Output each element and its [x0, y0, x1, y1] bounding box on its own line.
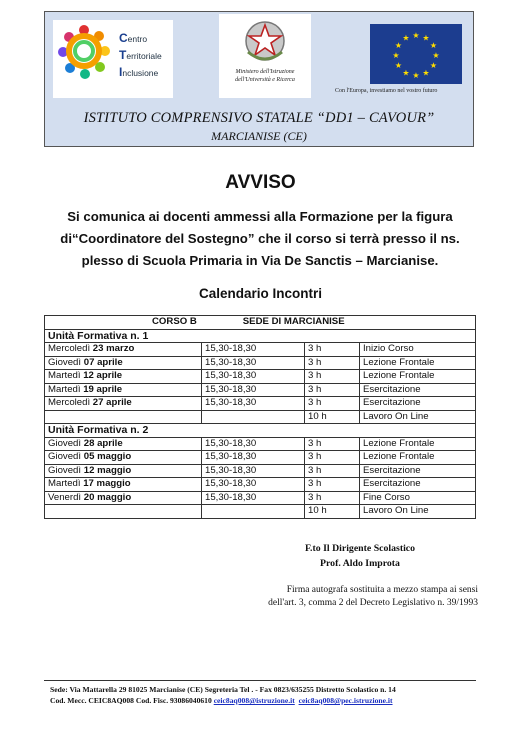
- date-value: 07 aprile: [83, 356, 123, 368]
- hours-cell: 3 h: [305, 451, 360, 465]
- svg-text:★: ★: [402, 33, 410, 43]
- svg-text:★: ★: [394, 41, 403, 50]
- table-row: [45, 343, 476, 357]
- time-cell: 15,30-18,30: [202, 383, 305, 397]
- time-cell: 15,30-18,30: [202, 451, 305, 465]
- date-value: 23 marzo: [92, 343, 135, 355]
- svg-text:★: ★: [392, 51, 400, 60]
- day-name: Giovedì: [48, 451, 82, 463]
- notice-text: Si comunica ai docenti ammessi alla Formazione per la figura di“Coordinatore del Sostegno” che il corso si terrà presso il ns. plesso di Scuola Primaria in Via De Sanctis – Marcianise.: [60, 209, 460, 268]
- date-cell: [45, 397, 202, 411]
- activity-cell: Esercitazione: [360, 397, 476, 411]
- activity-cell: Lezione Frontale: [360, 451, 476, 465]
- date-cell: [45, 505, 202, 519]
- page-title: AVVISO: [225, 172, 296, 193]
- eu-caption: Con l'Europa, investiamo nel vostro futuro: [335, 88, 438, 94]
- table-row: [45, 505, 476, 519]
- hours-cell: 10 h: [305, 505, 360, 519]
- svg-text:★: ★: [422, 33, 430, 43]
- svg-text:★: ★: [429, 41, 438, 50]
- table-header-row: [45, 316, 476, 330]
- date-cell: [45, 356, 202, 370]
- pec-email-link[interactable]: ceic8aq008@pec.istruzione.it: [298, 696, 393, 705]
- signature-name: Prof. Aldo Improta: [320, 558, 400, 569]
- day-name: Giovedì: [48, 356, 82, 368]
- time-cell: 15,30-18,30: [202, 478, 305, 492]
- date-cell: [45, 437, 202, 451]
- time-cell: 15,30-18,30: [202, 491, 305, 505]
- day-name: Giovedì: [48, 437, 82, 449]
- signature-note: Firma autografa sostituita a mezzo stampa ai sensi dell'art. 3, comma 2 del Decreto Legislativo n. 39/1993: [268, 585, 478, 608]
- unit-heading-row: [45, 424, 476, 438]
- signature-block: [280, 541, 440, 571]
- hours-cell: 3 h: [305, 397, 360, 411]
- cti-logo: [53, 20, 173, 98]
- svg-text:★: ★: [432, 51, 440, 60]
- table-row: [45, 356, 476, 370]
- footer: [50, 684, 480, 706]
- activity-cell: Inizio Corso: [360, 343, 476, 357]
- unit-heading: Unità Formativa n. 1: [45, 329, 476, 343]
- letterhead: [44, 11, 474, 147]
- activity-cell: Esercitazione: [360, 383, 476, 397]
- footer-divider: [44, 680, 476, 681]
- date-value: 17 maggio: [83, 478, 131, 490]
- logo-bar: [45, 12, 473, 104]
- table-row: [45, 451, 476, 465]
- hours-cell: 3 h: [305, 383, 360, 397]
- cti-wordmark: Centro Territoriale Inclusione: [119, 31, 162, 79]
- day-name: Giovedì: [48, 464, 82, 476]
- date-cell: [45, 491, 202, 505]
- time-cell: 15,30-18,30: [202, 370, 305, 384]
- svg-text:★: ★: [412, 71, 420, 80]
- time-cell: 15,30-18,30: [202, 464, 305, 478]
- hours-cell: 3 h: [305, 478, 360, 492]
- time-cell: 15,30-18,30: [202, 397, 305, 411]
- day-name: Mercoledì: [48, 397, 91, 409]
- hours-cell: 3 h: [305, 356, 360, 370]
- table-row: [45, 410, 476, 424]
- course-label: CORSO B: [152, 316, 197, 328]
- activity-cell: Esercitazione: [360, 478, 476, 492]
- email-link[interactable]: ceic8aq008@istruzione.it: [213, 696, 295, 705]
- unit-heading-row: [45, 329, 476, 343]
- activity-cell: Lezione Frontale: [360, 356, 476, 370]
- table-row: [45, 491, 476, 505]
- school-city: MARCIANISE (CE): [211, 129, 307, 143]
- ministry-caption: Ministero dell'Istruzione dell'Università e Ricerca: [235, 69, 295, 83]
- time-cell: 15,30-18,30: [202, 437, 305, 451]
- table-row: [45, 478, 476, 492]
- date-value: 12 maggio: [83, 464, 132, 476]
- school-name: ISTITUTO COMPRENSIVO STATALE “DD1 – CAVOUR”: [83, 110, 435, 126]
- activity-cell: Fine Corso: [360, 491, 476, 505]
- svg-text:★: ★: [402, 68, 410, 78]
- footer-address: Sede: Via Mattarella 29 81025 Marcianise (CE) Segreteria Tel . - Fax 0823/635255 Distretto Scolastico n. 14: [50, 685, 396, 694]
- time-cell: 15,30-18,30: [202, 343, 305, 357]
- signature-role: F.to Il Dirigente Scolastico: [304, 543, 416, 554]
- date-cell: [45, 343, 202, 357]
- unit-heading: Unità Formativa n. 2: [45, 424, 476, 438]
- venue-label: SEDE DI MARCIANISE: [242, 316, 345, 328]
- day-name: Martedì: [48, 370, 81, 382]
- hours-cell: 10 h: [305, 410, 360, 424]
- table-row: [45, 383, 476, 397]
- date-cell: [45, 478, 202, 492]
- date-cell: [45, 464, 202, 478]
- activity-cell: Lezione Frontale: [360, 437, 476, 451]
- date-value: 20 maggio: [83, 491, 132, 503]
- date-cell: [45, 410, 202, 424]
- calendar-title: Calendario Incontri: [198, 286, 323, 301]
- table-row: [45, 397, 476, 411]
- eu-flag-icon: [370, 24, 462, 84]
- hours-cell: 3 h: [305, 370, 360, 384]
- star-emblem-icon: [242, 18, 288, 66]
- date-value: 19 aprile: [83, 383, 123, 395]
- date-cell: [45, 370, 202, 384]
- calendar-table: [44, 315, 476, 519]
- italian-republic-emblem: [219, 14, 311, 98]
- date-value: 12 aprile: [83, 370, 123, 382]
- footer-codes: Cod. Mecc. CEIC8AQ008 Cod. Fisc. 93086040610 ceic8aq008@istruzione.it ceic8aq008@pec.istruzione.it: [50, 696, 393, 705]
- table-row: [45, 370, 476, 384]
- hours-cell: 3 h: [305, 437, 360, 451]
- hours-cell: 3 h: [305, 491, 360, 505]
- svg-text:★: ★: [394, 61, 403, 70]
- school-heading: [45, 104, 473, 148]
- activity-cell: Esercitazione: [360, 464, 476, 478]
- time-cell: 15,30-18,30: [202, 356, 305, 370]
- day-name: Martedì: [48, 478, 81, 490]
- time-cell: [202, 505, 305, 519]
- date-cell: [45, 451, 202, 465]
- svg-text:★: ★: [429, 61, 438, 70]
- date-value: 27 aprile: [92, 397, 132, 409]
- hours-cell: 3 h: [305, 464, 360, 478]
- hours-cell: 3 h: [305, 343, 360, 357]
- table-row: [45, 464, 476, 478]
- date-cell: [45, 383, 202, 397]
- activity-cell: Lavoro On Line: [360, 410, 476, 424]
- day-name: Venerdì: [48, 491, 82, 503]
- activity-cell: Lezione Frontale: [360, 370, 476, 384]
- svg-text:★: ★: [422, 68, 430, 78]
- date-value: 28 aprile: [83, 437, 123, 449]
- date-value: 05 maggio: [83, 451, 132, 463]
- table-row: [45, 437, 476, 451]
- time-cell: [202, 410, 305, 424]
- day-name: Mercoledì: [48, 343, 91, 355]
- activity-cell: Lavoro On Line: [360, 505, 476, 519]
- people-circle-icon: [53, 20, 115, 94]
- svg-text:★: ★: [412, 31, 420, 40]
- day-name: Martedì: [48, 383, 81, 395]
